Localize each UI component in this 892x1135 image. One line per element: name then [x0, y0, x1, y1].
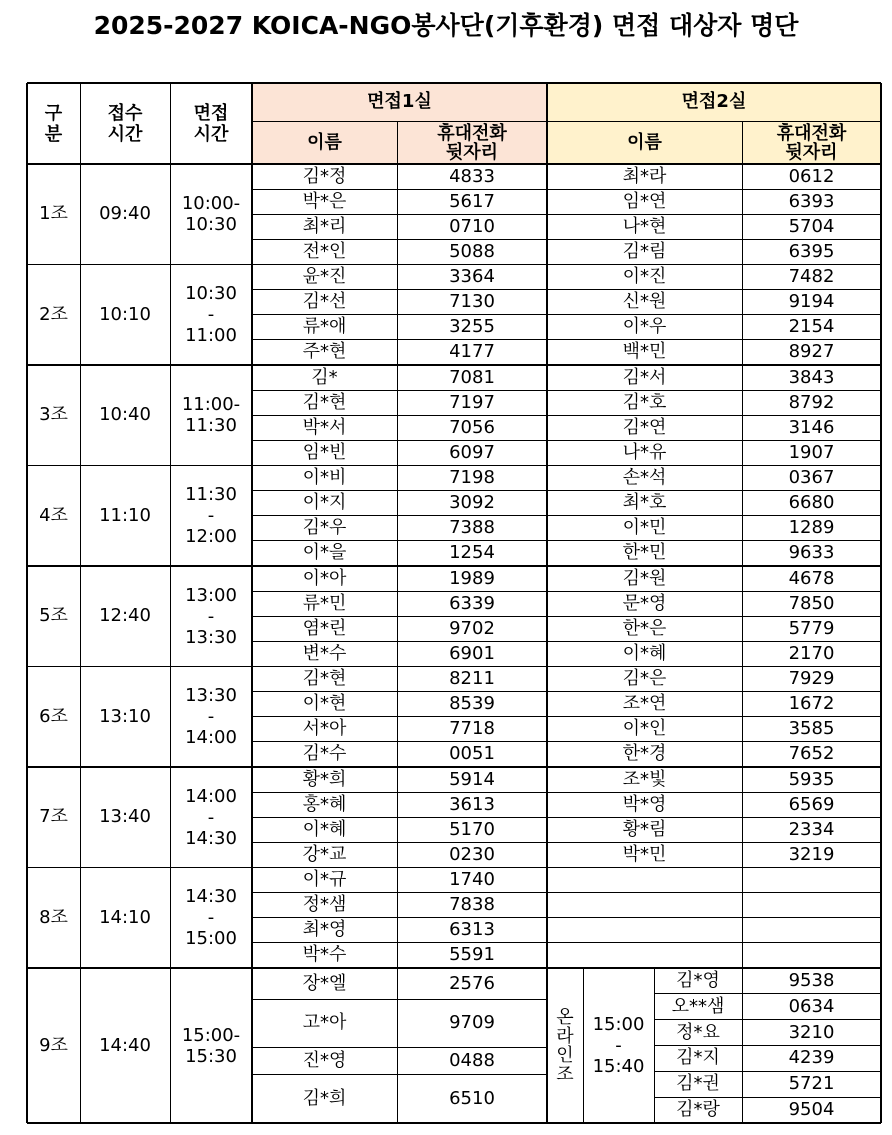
room2-name: 오**샘	[671, 995, 725, 1017]
room1-phone: 7197	[449, 391, 495, 413]
online-group-label: 온 라 인 조	[556, 1006, 574, 1085]
room2-name: 김*연	[622, 416, 667, 438]
grid-line	[27, 264, 881, 266]
interview-time: 15:00- 15:30	[181, 1024, 241, 1067]
room1-name: 이*을	[302, 542, 347, 564]
room2-name: 나*현	[622, 215, 667, 237]
group-label: 6조	[39, 705, 68, 727]
room1-name: 윤*진	[302, 266, 347, 288]
room1-phone: 5170	[449, 818, 495, 840]
grid-line	[252, 490, 881, 491]
room2-name	[547, 918, 742, 943]
grid-line	[252, 540, 881, 541]
room1-phone: 0488	[449, 1049, 495, 1071]
grid-line	[27, 666, 881, 668]
group-label: 1조	[39, 203, 68, 225]
room2-phone: 9194	[788, 291, 835, 313]
interview-time: 14:00 - 14:30	[185, 785, 237, 849]
room1-name: 김*희	[302, 1087, 347, 1109]
room1-name: 이*비	[302, 467, 347, 489]
room2-name: 정*요	[676, 1021, 720, 1043]
grid-line	[252, 515, 881, 516]
online-interview-time: 15:00 - 15:40	[592, 1014, 645, 1077]
grid-line	[252, 1047, 547, 1048]
room2-name	[547, 943, 742, 968]
room2-header: 면접2실	[547, 83, 881, 121]
room2-phone: 3585	[788, 718, 835, 740]
grid-line	[654, 968, 655, 1123]
room2-name: 나*유	[622, 441, 667, 463]
grid-line	[27, 565, 881, 567]
room1-phone: 7388	[449, 517, 495, 539]
room1-name: 류*민	[302, 592, 347, 614]
room2-name: 황*림	[622, 818, 667, 840]
interview-time: 11:30 - 12:00	[185, 484, 237, 548]
room2-phone: 7482	[788, 266, 835, 288]
room2-phone: 4239	[788, 1047, 835, 1069]
room1-phone: 3092	[449, 492, 495, 514]
room1-name: 고*아	[302, 1012, 347, 1033]
grid-line	[27, 1122, 881, 1124]
grid-line	[27, 766, 881, 768]
room2-name: 신*원	[622, 291, 667, 313]
grid-line	[654, 993, 881, 994]
room2-name: 김*랑	[676, 1099, 720, 1121]
reception-time: 13:40	[99, 806, 151, 828]
room2-name: 최*호	[622, 492, 667, 514]
room1-phone: 8539	[449, 693, 495, 715]
room1-name: 김*정	[302, 165, 347, 187]
room1-phone: 0230	[449, 843, 495, 865]
room2-phone	[742, 943, 881, 968]
room1-phone: 5617	[449, 190, 495, 212]
room1-phone: 4177	[449, 341, 495, 363]
room1-phone: 6339	[449, 592, 495, 614]
room2-name: 백*민	[622, 341, 667, 363]
group-label: 3조	[39, 404, 68, 426]
room2-phone	[742, 893, 881, 918]
room1-phone: 9702	[449, 617, 495, 639]
room2-phone: 8927	[788, 341, 835, 363]
room1-name: 김*수	[302, 743, 347, 765]
room1-name: 박*서	[302, 416, 347, 438]
room2-phone: 3219	[788, 843, 835, 865]
room1-name: 변*수	[302, 642, 347, 664]
room1-phone: 7718	[449, 718, 495, 740]
grid-line	[252, 591, 881, 592]
interview-time: 13:30 - 14:00	[185, 685, 237, 749]
grid-line	[252, 741, 881, 742]
grid-line	[880, 83, 882, 1123]
interview-time: 10:30 - 11:00	[185, 283, 237, 347]
grid-line	[252, 942, 881, 943]
room1-name: 김*우	[302, 517, 347, 539]
room1-name: 이*혜	[302, 818, 347, 840]
room2-phone: 0612	[788, 165, 835, 187]
reception-time: 11:10	[99, 504, 151, 526]
room2-name: 김*지	[676, 1047, 720, 1069]
room2-name: 김*원	[622, 567, 667, 589]
room2-phone: 7652	[788, 743, 835, 765]
room2-phone: 7850	[788, 592, 835, 614]
room1-phone: 1254	[449, 542, 495, 564]
room2-name: 이*민	[622, 517, 667, 539]
room1-phone: 9709	[449, 1012, 495, 1033]
room1-phone: 3255	[449, 316, 495, 338]
grid-line	[170, 83, 171, 1123]
room2-phone: 6680	[788, 492, 835, 514]
room2-phone: 2170	[788, 642, 835, 664]
grid-line	[252, 339, 881, 340]
grid-line	[252, 289, 881, 290]
grid-line	[654, 1097, 881, 1098]
reception-time: 10:40	[99, 404, 151, 426]
room1-phone: 7056	[449, 416, 495, 438]
grid-line	[252, 616, 881, 617]
room2-name: 이*혜	[622, 642, 667, 664]
grid-line	[252, 691, 881, 692]
grid-line	[27, 465, 881, 467]
room2-phone: 5779	[788, 617, 835, 639]
room1-name: 박*수	[302, 944, 347, 966]
grid-line	[252, 239, 881, 240]
grid-line	[252, 314, 881, 315]
room1-phone: 5914	[449, 768, 495, 790]
room2-phone: 6569	[788, 793, 835, 815]
room1-phone: 5088	[449, 240, 495, 262]
grid-line	[251, 83, 253, 1123]
grid-line	[583, 968, 584, 1123]
grid-line	[252, 1074, 547, 1075]
room2-phone: 5935	[788, 768, 835, 790]
room1-name: 김*	[311, 366, 338, 388]
room2-name: 문*영	[622, 592, 667, 614]
room2-name: 조*빛	[622, 768, 667, 790]
grid-line	[252, 792, 881, 793]
room1-name: 정*샘	[302, 894, 347, 916]
reception-time-header: 접수 시간	[107, 102, 143, 145]
grid-line	[80, 83, 81, 1123]
room1-phone: 6313	[449, 919, 495, 941]
room2-name	[547, 868, 742, 893]
room2-phone: 7929	[788, 668, 835, 690]
room2-name: 김*권	[676, 1073, 720, 1095]
group-label: 9조	[39, 1034, 68, 1056]
room1-name: 최*리	[302, 215, 347, 237]
reception-time: 09:40	[99, 203, 151, 225]
room2-phone: 2334	[788, 818, 835, 840]
room2-phone: 0367	[788, 467, 835, 489]
room2-phone: 2154	[788, 316, 835, 338]
room1-phone-header: 휴대전화 뒷자리	[397, 121, 547, 164]
page-title: 2025-2027 KOICA-NGO봉사단(기후환경) 면접 대상자 명단	[93, 11, 799, 40]
room2-phone: 1907	[788, 441, 835, 463]
room1-name: 염*린	[302, 617, 347, 639]
reception-time: 10:10	[99, 303, 151, 325]
room1-phone: 2576	[449, 972, 495, 994]
room2-phone: 3210	[788, 1021, 835, 1043]
room2-name: 한*은	[622, 617, 667, 639]
room1-name: 주*현	[302, 341, 347, 363]
room1-name: 서*아	[302, 718, 347, 740]
room2-phone: 9633	[788, 542, 835, 564]
grid-line	[27, 163, 881, 165]
grid-line	[27, 867, 881, 869]
room2-phone: 4678	[788, 567, 835, 589]
room2-name: 박*영	[622, 793, 667, 815]
room1-name: 강*교	[302, 843, 347, 865]
room1-phone: 7081	[449, 366, 495, 388]
room1-phone: 8211	[449, 668, 495, 690]
room2-name: 최*라	[622, 165, 667, 187]
room1-phone: 0710	[449, 215, 495, 237]
room2-phone: 9504	[788, 1099, 835, 1121]
room1-header: 면접1실	[252, 83, 547, 121]
room1-name: 이*지	[302, 492, 347, 514]
room2-name: 손*석	[622, 467, 667, 489]
room2-name: 김*림	[622, 240, 667, 262]
room1-phone: 7838	[449, 894, 495, 916]
grid-line	[252, 917, 881, 918]
room2-name: 김*서	[622, 366, 667, 388]
room2-name-header: 이름	[547, 121, 742, 164]
room1-name: 황*희	[302, 768, 347, 790]
room1-phone: 3613	[449, 793, 495, 815]
grid-line	[27, 364, 881, 366]
grid-line	[252, 415, 881, 416]
grid-line	[252, 842, 881, 843]
interview-time-header: 면접 시간	[193, 102, 229, 145]
group-label: 8조	[39, 906, 68, 928]
group-label: 2조	[39, 303, 68, 325]
interview-time: 13:00 - 13:30	[185, 584, 237, 648]
room1-phone: 5591	[449, 944, 495, 966]
room1-phone: 4833	[449, 165, 495, 187]
room1-name: 김*현	[302, 391, 347, 413]
grid-line	[252, 189, 881, 190]
grid-line	[397, 121, 398, 1123]
room2-name: 김*은	[622, 668, 667, 690]
room2-name: 김*영	[676, 969, 720, 991]
room1-phone: 6097	[449, 441, 495, 463]
grid-line	[252, 214, 881, 215]
reception-time: 12:40	[99, 605, 151, 627]
grid-line	[252, 440, 881, 441]
room1-name: 김*선	[302, 291, 347, 313]
room1-name: 김*현	[302, 668, 347, 690]
grid-line	[252, 999, 547, 1000]
grid-line	[546, 83, 548, 1123]
room1-name: 진*영	[302, 1049, 347, 1071]
room1-phone: 1740	[449, 869, 495, 891]
room2-phone: 5721	[788, 1073, 835, 1095]
group-label: 5조	[39, 605, 68, 627]
grid-line	[252, 390, 881, 391]
room2-name: 임*연	[622, 190, 667, 212]
room2-name: 조*연	[622, 693, 667, 715]
grid-line	[654, 1019, 881, 1020]
room2-phone: 1289	[788, 517, 835, 539]
room2-name: 김*호	[622, 391, 667, 413]
room2-name: 한*경	[622, 743, 667, 765]
room1-phone: 7198	[449, 467, 495, 489]
grid-line	[742, 121, 743, 1123]
grid-line	[252, 121, 881, 122]
grid-line	[252, 716, 881, 717]
reception-time: 14:40	[99, 1034, 151, 1056]
grid-line	[26, 83, 28, 1123]
room1-name: 박*은	[302, 190, 347, 212]
room2-phone: 9538	[788, 969, 835, 991]
room1-phone: 0051	[449, 743, 495, 765]
room1-phone: 7130	[449, 291, 495, 313]
room2-name: 박*민	[622, 843, 667, 865]
interview-time: 10:00- 10:30	[181, 193, 241, 236]
interview-time: 11:00- 11:30	[181, 394, 241, 437]
room1-name: 홍*혜	[302, 793, 347, 815]
room2-phone-header: 휴대전화 뒷자리	[742, 121, 881, 164]
room2-name: 한*민	[622, 542, 667, 564]
reception-time: 14:10	[99, 906, 151, 928]
room1-phone: 3364	[449, 266, 495, 288]
room2-phone: 8792	[788, 391, 835, 413]
grid-line	[252, 641, 881, 642]
room2-name: 이*우	[622, 316, 667, 338]
room1-phone: 1989	[449, 567, 495, 589]
grid-line	[252, 892, 881, 893]
group-header: 구 분	[44, 102, 63, 145]
room2-phone: 5704	[788, 215, 835, 237]
room1-phone: 6901	[449, 642, 495, 664]
room2-name	[547, 893, 742, 918]
grid-line	[654, 1045, 881, 1046]
room2-phone	[742, 868, 881, 893]
room2-phone: 0634	[788, 995, 835, 1017]
room1-name: 최*영	[302, 919, 347, 941]
room2-name: 이*진	[622, 266, 667, 288]
room2-phone: 6393	[788, 190, 835, 212]
room1-phone: 6510	[449, 1087, 495, 1109]
room1-name: 장*엘	[302, 972, 347, 994]
group-label: 4조	[39, 504, 68, 526]
room2-phone: 1672	[788, 693, 835, 715]
room1-name: 임*빈	[302, 441, 347, 463]
room1-name-header: 이름	[252, 121, 397, 164]
interview-time: 14:30 - 15:00	[185, 886, 237, 950]
room1-name: 이*규	[302, 869, 347, 891]
room1-name: 이*현	[302, 693, 347, 715]
group-label: 7조	[39, 806, 68, 828]
grid-line	[27, 82, 881, 84]
grid-line	[252, 817, 881, 818]
room1-name: 전*인	[302, 240, 347, 262]
reception-time: 13:10	[99, 705, 151, 727]
room1-name: 이*아	[302, 567, 347, 589]
room2-phone: 6395	[788, 240, 835, 262]
room2-phone: 3146	[788, 416, 835, 438]
room2-phone	[742, 918, 881, 943]
room1-name: 류*애	[302, 316, 347, 338]
grid-line	[654, 1071, 881, 1072]
grid-line	[27, 967, 881, 969]
room2-phone: 3843	[788, 366, 835, 388]
room2-name: 이*인	[622, 718, 667, 740]
